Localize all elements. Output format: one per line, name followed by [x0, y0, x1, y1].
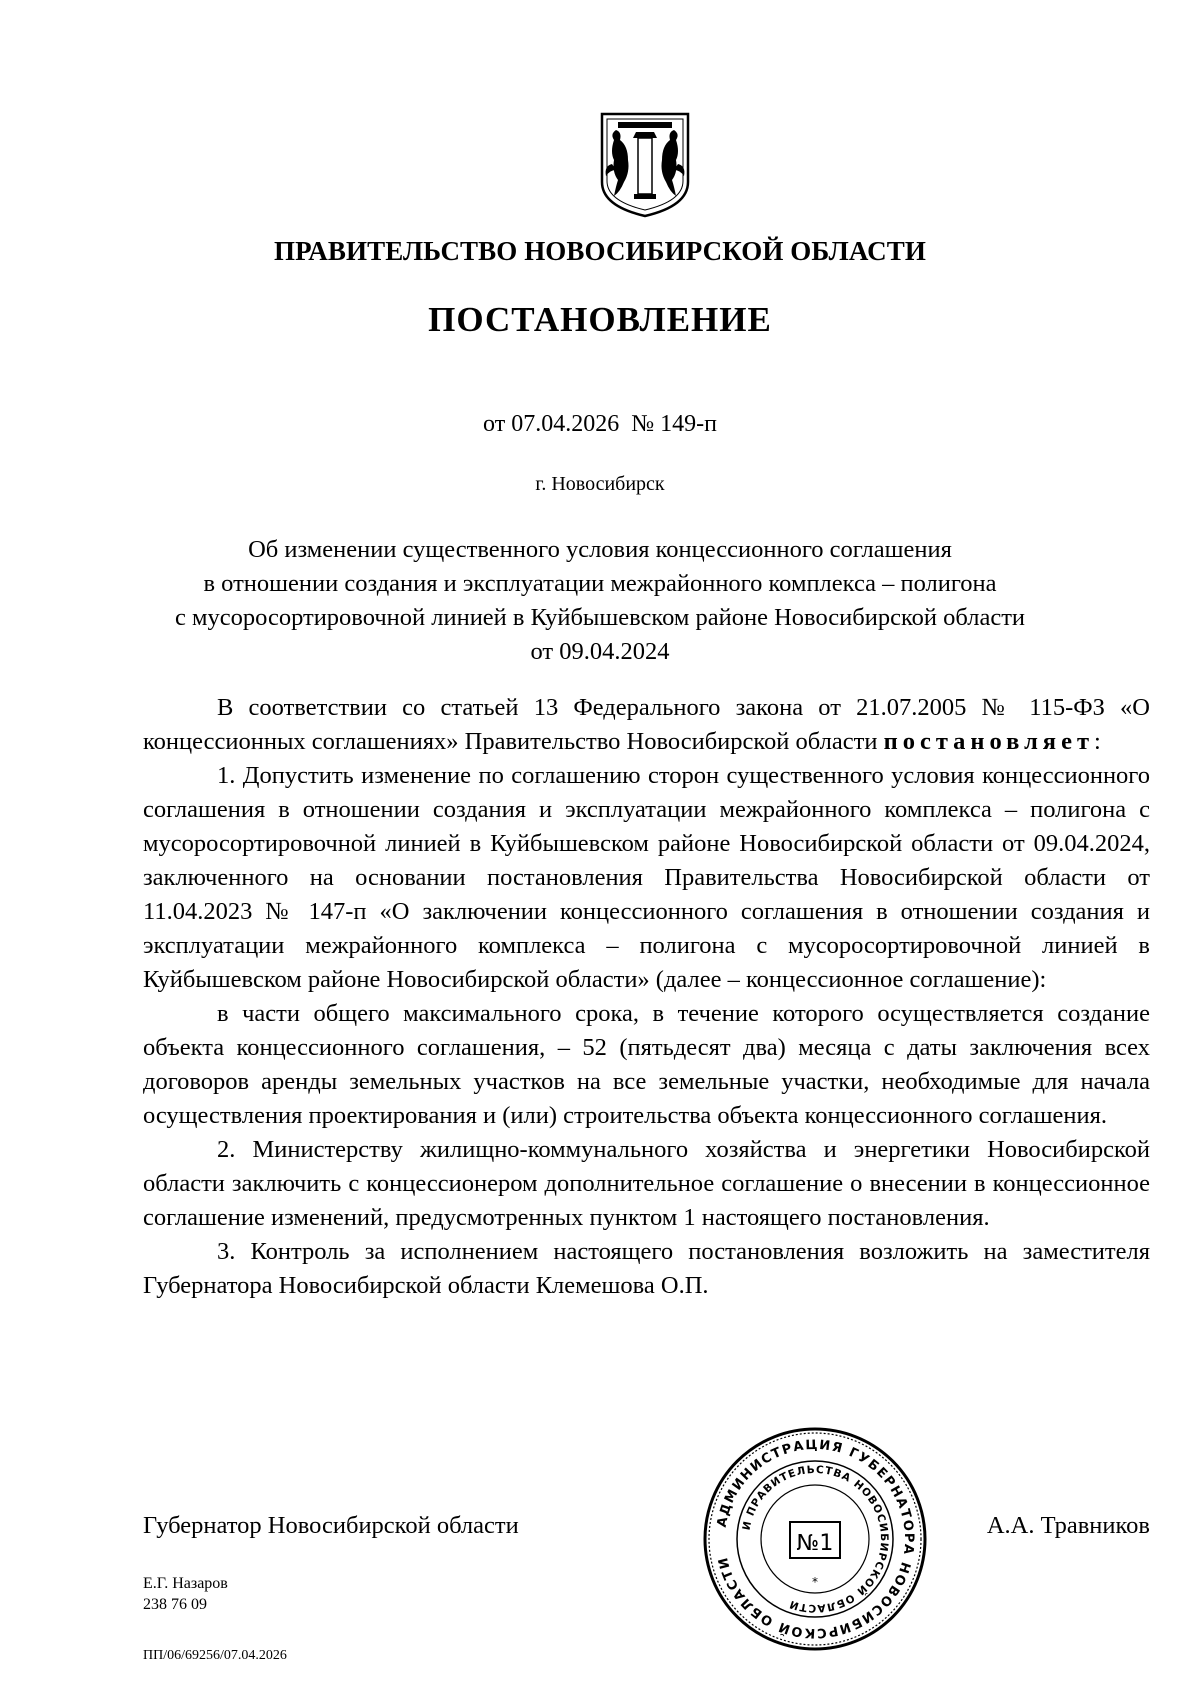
svg-text:*: *: [812, 1575, 818, 1589]
item-2-paragraph: 2. Министерству жилищно-коммунального хозяйства и энергетики Новосибирской области заключить с концессионером дополнительное соглашение о внесении в концессионное соглашение изменений, предусмотренных пунктом 1 настоящего постановления.: [143, 1136, 1150, 1231]
document-subject: [120, 533, 1080, 669]
preamble-paragraph: [143, 691, 1150, 759]
subject-line: от 09.04.2024: [530, 638, 670, 665]
subject-line: Об изменении существенного условия концессионного соглашения: [248, 536, 952, 563]
stamp-outer-text: АДМИНИСТРАЦИЯ ГУБЕРНАТОРА НОВОСИБИРСКОЙ ОБЛАСТИ: [714, 1437, 917, 1641]
preamble-text: В соответствии со статьей 13 Федерального закона от 21.07.2005 № 115-ФЗ «О концессионных соглашениях» Правительство Новосибирской области: [143, 694, 1150, 755]
organization-title: ПРАВИТЕЛЬСТВО НОВОСИБИРСКОЙ ОБЛАСТИ: [274, 236, 926, 266]
stamp-inner-text: И ПРАВИТЕЛЬСТВА НОВОСИБИРСКОЙ ОБЛАСТИ: [740, 1463, 891, 1615]
decree-word: постановляет: [883, 728, 1094, 755]
decree-colon: :: [1093, 728, 1101, 755]
executor-phone: 238 76 09: [143, 1596, 207, 1613]
item-1-paragraph: 1. Допустить изменение по соглашению сторон существенного условия концессионного соглашения в отношении создания и эксплуатации межрайонного комплекса – полигона с мусоросортировочной линией в Куйбышевском районе Новосибирской области от 09.04.2024, заключенного на основании постановления Правительства Новосибирской области от 11.04.2023 № 147-п «О заключении концессионного соглашения в отношении создания и эксплуатации межрайонного комплекса – полигона с мусоросортировочной линией в Куйбышевском районе Новосибирской области» (далее – концессионное соглашение):: [143, 762, 1150, 993]
document-type-title: ПОСТАНОВЛЕНИЕ: [428, 300, 772, 339]
item-3-paragraph: 3. Контроль за исполнением настоящего постановления возложить на заместителя Губернатора Новосибирской области Клемешова О.П.: [143, 1238, 1150, 1299]
signatory-position: Губернатор Новосибирской области: [143, 1512, 519, 1539]
document-date-number: от 07.04.2026 № 149-п: [483, 411, 717, 437]
document-footer-code: ПП/06/69256/07.04.2026: [143, 1648, 287, 1663]
item-1-detail-paragraph: в части общего максимального срока, в течение которого осуществляется создание объекта концессионного соглашения, – 52 (пятьдесят два) месяца с даты заключения всех договоров аренды земельных участков на все земельные участки, необходимые для начала осуществления проектирования и (или) строительства объекта концессионного соглашения.: [143, 1000, 1150, 1129]
executor-block: [143, 1573, 228, 1615]
document-city: г. Новосибирск: [535, 473, 665, 495]
subject-line: в отношении создания и эксплуатации межрайонного комплекса – полигона: [203, 570, 997, 597]
official-seal-icon: [702, 1426, 928, 1652]
signatory-name: А.А. Травников: [986, 1512, 1150, 1539]
stamp-number: №1: [796, 1531, 834, 1556]
executor-name: Е.Г. Назаров: [143, 1575, 228, 1592]
subject-line: с мусоросортировочной линией в Куйбышевском районе Новосибирской области: [174, 604, 1026, 631]
coat-of-arms-icon: [598, 110, 692, 220]
document-body: [143, 691, 1150, 1303]
